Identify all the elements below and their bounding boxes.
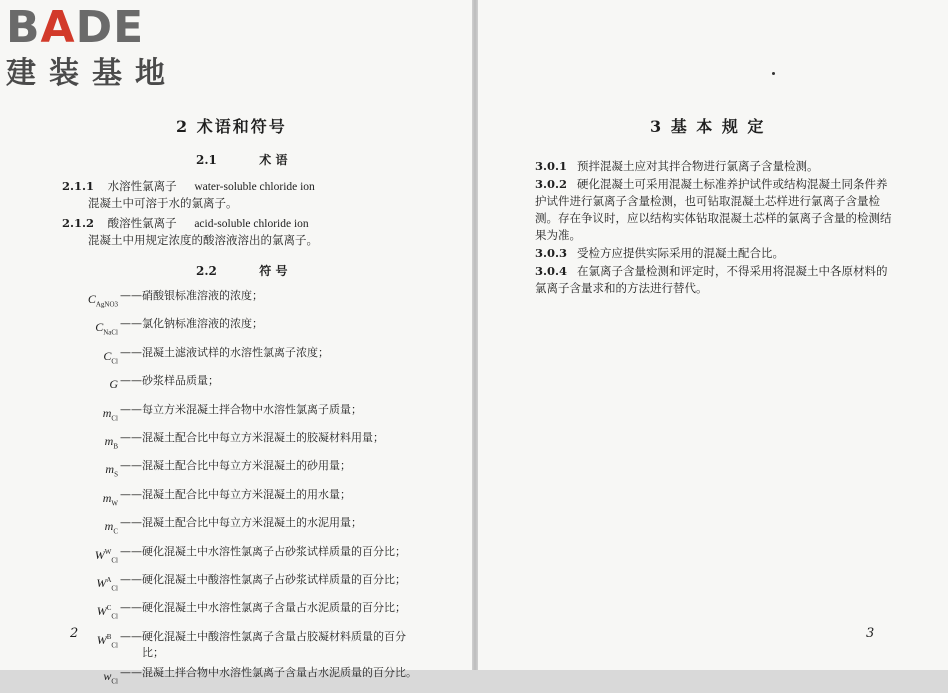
symbol-description: 氯化钠标准溶液的浓度； — [142, 317, 263, 331]
symbol-notation — [62, 430, 120, 454]
symbol-notation — [62, 544, 120, 568]
clause-english: acid-soluble chloride ion — [194, 218, 309, 230]
symbol-base: m — [105, 462, 115, 477]
symbol-description: 混凝土拌合物中水溶性氯离子含量占水泥质量的百分比。 — [142, 665, 417, 679]
rule-number: 3.0.2 — [535, 177, 568, 191]
symbol-dash: —— — [120, 544, 142, 558]
watermark-subtitle: 建装基地 — [6, 56, 178, 91]
symbol-subscript: W — [111, 499, 118, 508]
section-title-terms — [196, 151, 287, 168]
symbol-row — [62, 316, 422, 340]
rule-paragraph — [535, 245, 895, 262]
symbol-description: 混凝土配合比中每立方米混凝土的砂用量； — [142, 459, 351, 473]
clause-definition: 混凝土中用规定浓度的酸溶液溶出的氯离子。 — [88, 233, 318, 247]
symbol-superscript: C — [106, 604, 112, 613]
symbol-base: G — [109, 377, 118, 392]
symbol-base: W — [94, 547, 105, 562]
symbol-subscript: Cl — [111, 677, 118, 686]
symbol-base: w — [103, 668, 112, 683]
symbol-description: 硝酸银标准溶液的浓度； — [142, 289, 263, 302]
watermark-brand-accent: A — [40, 2, 76, 53]
clause-term: 酸溶性氯离子 — [107, 216, 177, 230]
symbol-description: 硬化混凝土中酸溶性氯离子含量占胶凝材料质量的百分比； — [142, 629, 406, 659]
chapter-title-right: 3 基 本 规 定 — [650, 117, 766, 136]
symbol-dash: —— — [120, 317, 142, 331]
rule-paragraph — [535, 176, 895, 244]
symbol-row — [62, 629, 422, 661]
symbol-row — [62, 515, 422, 539]
symbol-row — [62, 430, 422, 454]
symbol-notation — [62, 665, 120, 689]
symbol-subscript: B — [113, 442, 118, 451]
symbol-superscript: A — [106, 575, 112, 584]
watermark-brand-prefix: B — [6, 2, 41, 53]
section-title-symbols — [196, 262, 287, 279]
rule-list — [535, 158, 895, 298]
symbol-subscript: Cl — [111, 357, 118, 366]
symbol-subscript: S — [114, 470, 118, 479]
symbol-superscript: W — [104, 547, 112, 556]
symbol-notation — [62, 458, 120, 482]
symbol-dash: —— — [120, 289, 142, 302]
symbol-description: 硬化混凝土中水溶性氯离子占砂浆试样质量的百分比； — [142, 544, 406, 558]
symbol-base: m — [104, 519, 114, 534]
rule-number: 3.0.4 — [535, 264, 568, 278]
symbol-base: W — [96, 604, 107, 619]
symbol-notation — [62, 600, 120, 624]
symbol-base: m — [102, 490, 112, 505]
clause — [62, 178, 442, 211]
watermark-brand-suffix: DE — [75, 2, 145, 53]
watermark-logo — [6, 2, 196, 98]
symbol-dash: —— — [120, 402, 142, 416]
rule-text: 硬化混凝土可采用混凝土标准养护试件或结构混凝土同条件养护试件进行氯离子含量检测，也可钻取混凝土芯样进行氯离子含量检测。存在争议时，应以结构实体钻取混凝土芯样的氯离子含量的检测结果为准。 — [535, 177, 892, 242]
symbol-dash: —— — [120, 516, 142, 530]
symbol-row — [62, 572, 422, 596]
symbol-subscript: Cl — [111, 641, 118, 650]
symbol-notation — [62, 402, 120, 426]
rule-paragraph — [535, 158, 895, 175]
rule-paragraph — [535, 263, 895, 297]
section-label: 术 语 — [259, 153, 288, 167]
symbol-row — [62, 373, 422, 397]
symbol-notation — [62, 345, 120, 369]
symbol-row — [62, 665, 422, 689]
rule-text: 预拌混凝土应对其拌合物进行氯离子含量检测。 — [577, 159, 819, 173]
symbol-base: W — [96, 575, 107, 590]
symbol-subscript: AgNO3 — [95, 300, 118, 309]
clause — [62, 215, 442, 248]
clause-definition: 混凝土中可溶于水的氯离子。 — [88, 196, 238, 210]
symbol-row — [62, 487, 422, 511]
symbol-base: W — [96, 632, 107, 647]
symbol-description: 硬化混凝土中水溶性氯离子含量占水泥质量的百分比； — [142, 601, 406, 615]
symbol-row — [62, 402, 422, 426]
clause-term: 水溶性氯离子 — [107, 179, 177, 193]
symbol-subscript: Cl — [111, 584, 118, 593]
symbol-description: 混凝土配合比中每立方米混凝土的用水量； — [142, 487, 351, 501]
symbol-notation — [62, 288, 120, 312]
clause-number: 2.1.2 — [62, 216, 95, 230]
rule-text: 受检方应提供实际采用的混凝土配合比。 — [577, 246, 785, 260]
page-number-left: 2 — [70, 626, 79, 641]
clause-number: 2.1.1 — [62, 179, 95, 193]
symbol-dash: —— — [120, 629, 142, 643]
symbol-notation — [62, 373, 120, 397]
symbol-dash: —— — [120, 345, 142, 359]
symbol-description: 硬化混凝土中酸溶性氯离子占砂浆试样质量的百分比； — [142, 572, 406, 586]
symbol-list — [62, 288, 422, 693]
symbol-base: m — [102, 405, 112, 420]
symbol-dash: —— — [120, 601, 142, 615]
page-number-right: 3 — [866, 626, 875, 641]
symbol-dash: —— — [120, 487, 142, 501]
symbol-subscript: Cl — [111, 413, 118, 422]
section-number: 2.1 — [196, 153, 217, 167]
symbol-subscript: NaCl — [103, 328, 118, 337]
symbol-subscript: Cl — [111, 555, 118, 564]
right-page — [478, 0, 948, 670]
symbol-row — [62, 288, 422, 312]
chapter-title-left: 2 术语和符号 — [176, 117, 287, 136]
symbol-base: C — [103, 348, 112, 363]
symbol-dash: —— — [120, 459, 142, 473]
symbol-superscript: B — [106, 632, 112, 641]
symbol-notation — [62, 316, 120, 340]
symbol-dash: —— — [120, 374, 142, 388]
symbol-notation — [62, 515, 120, 539]
symbol-dash: —— — [120, 430, 142, 444]
symbol-base: m — [104, 433, 114, 448]
section-label: 符 号 — [259, 264, 288, 278]
symbol-subscript: Cl — [111, 612, 118, 621]
symbol-base: C — [87, 292, 96, 306]
section-number: 2.2 — [196, 264, 217, 278]
rule-number: 3.0.3 — [535, 246, 568, 260]
symbol-row — [62, 600, 422, 624]
symbol-notation — [62, 572, 120, 596]
symbol-row — [62, 544, 422, 568]
symbol-dash: —— — [120, 572, 142, 586]
symbol-subscript: C — [113, 527, 118, 536]
symbol-row — [62, 345, 422, 369]
rule-text: 在氯离子含量检测和评定时，不得采用将混凝土中各原材料的氯离子含量求和的方法进行替代。 — [535, 264, 888, 295]
symbol-dash: —— — [120, 665, 142, 679]
symbol-base: C — [95, 320, 104, 335]
watermark-brand — [6, 2, 144, 54]
symbol-notation — [62, 487, 120, 511]
symbol-description: 混凝土配合比中每立方米混凝土的水泥用量； — [142, 516, 362, 530]
symbol-description: 混凝土滤液试样的水溶性氯离子浓度； — [142, 345, 329, 359]
clause-english: water-soluble chloride ion — [194, 181, 315, 193]
print-speck — [772, 72, 775, 75]
symbol-description: 砂浆样品质量； — [142, 374, 219, 388]
symbol-description: 每立方米混凝土拌合物中水溶性氯离子质量； — [142, 402, 362, 416]
symbol-description: 混凝土配合比中每立方米混凝土的胶凝材料用量； — [142, 430, 384, 444]
rule-number: 3.0.1 — [535, 159, 568, 173]
symbol-row — [62, 458, 422, 482]
